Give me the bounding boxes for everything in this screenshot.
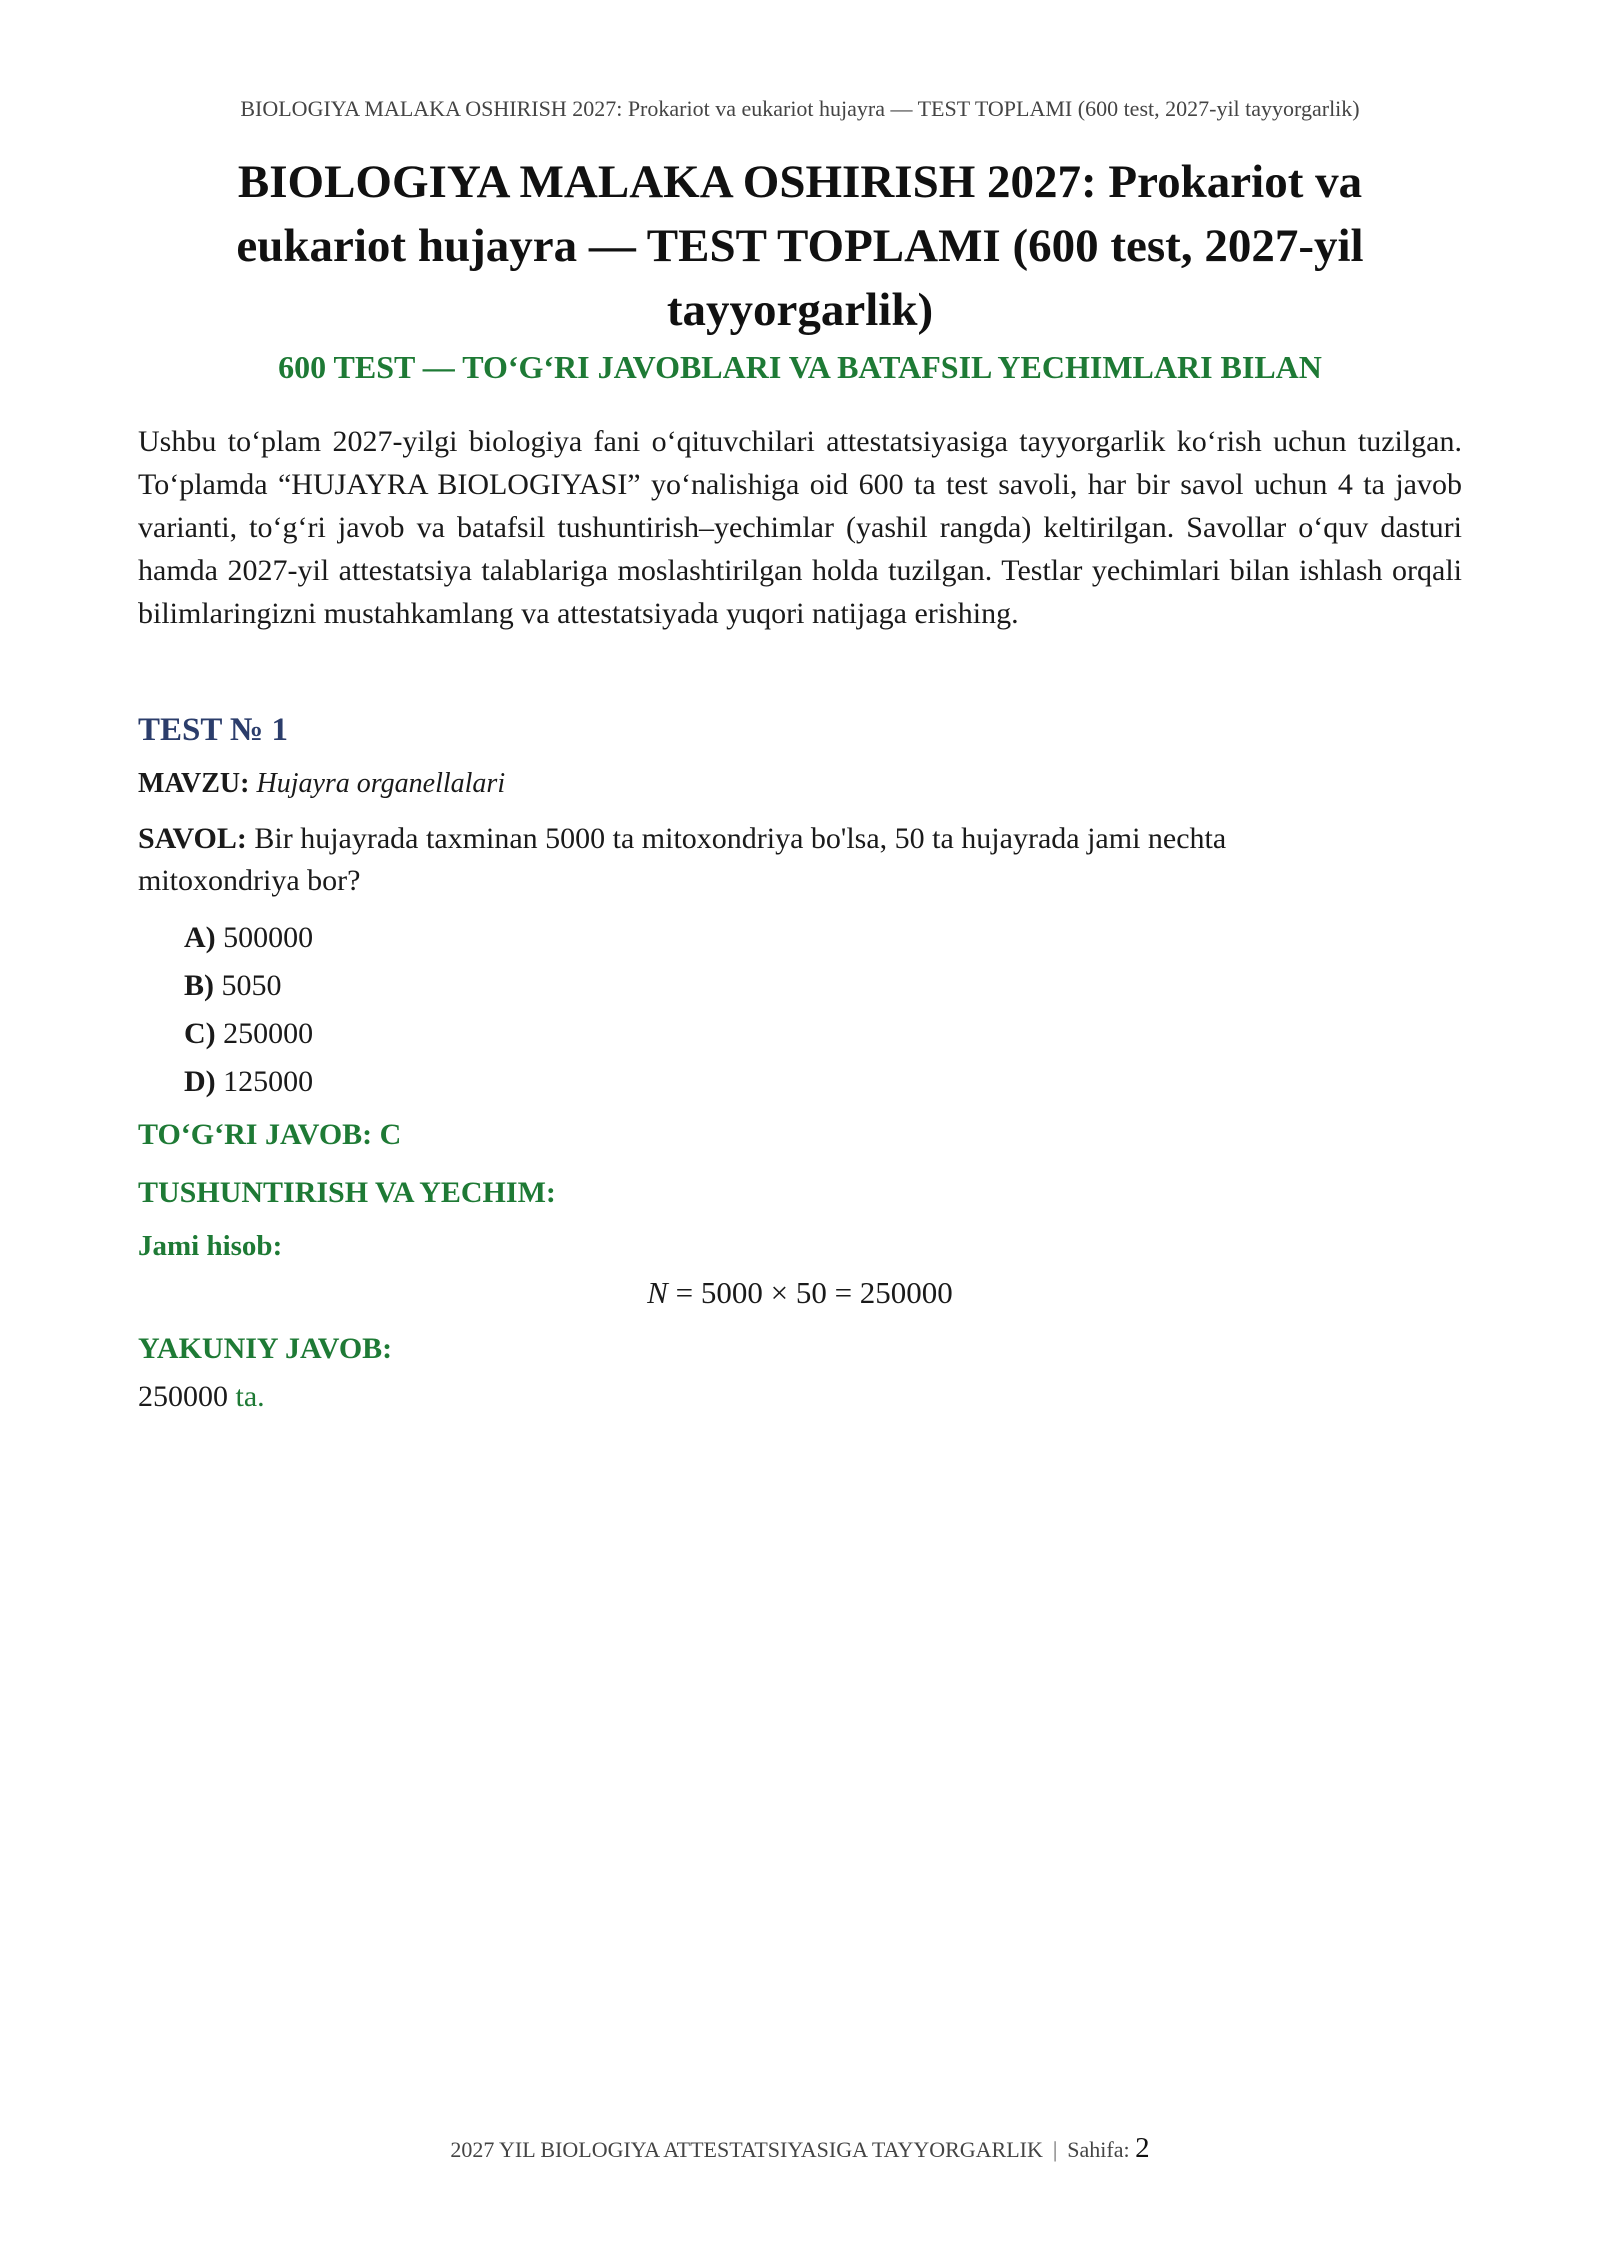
- correct-answer: TO‘G‘RI JAVOB: C: [138, 1118, 402, 1151]
- final-answer-value: 250000: [138, 1380, 228, 1413]
- page-footer: [0, 2132, 1600, 2165]
- question-text: Bir hujayrada taxminan 5000 ta mitoxondriya bo'lsa, 50 ta hujayrada jami nechta mitoxondriya bor?: [138, 822, 1227, 897]
- option-letter: C): [184, 1017, 216, 1050]
- final-answer-unit: ta.: [235, 1380, 265, 1413]
- formula-expression: = 5000 × 50 = 250000: [667, 1275, 953, 1310]
- page-number: 2: [1135, 2132, 1150, 2164]
- question: [138, 818, 1338, 902]
- option-letter: B): [184, 969, 214, 1002]
- option-letter: D): [184, 1065, 216, 1098]
- formula-variable: N: [647, 1275, 668, 1310]
- document-title: BIOLOGIYA MALAKA OSHIRISH 2027: Prokariot va eukariot hujayra — TEST TOPLAMI (600 test, 2027-yil tayyorgarlik): [236, 156, 1364, 336]
- running-header: BIOLOGIYA MALAKA OSHIRISH 2027: Prokariot va eukariot hujayra — TEST TOPLAMI (600 test, 2027-yil tayyorgarlik): [240, 96, 1360, 121]
- page-label: Sahifa:: [1067, 2137, 1130, 2162]
- explanation-heading: TUSHUNTIRISH VA YECHIM:: [138, 1176, 556, 1209]
- option-text: 500000: [223, 921, 314, 954]
- calculation-heading: Jami hisob:: [138, 1230, 283, 1262]
- topic-line: [138, 768, 505, 800]
- document-subtitle: 600 TEST — TO‘G‘RI JAVOBLARI VA BATAFSIL YECHIMLARI BILAN: [278, 349, 1322, 385]
- option-b: [184, 965, 313, 1013]
- answer-options: [184, 917, 313, 1109]
- option-text: 5050: [221, 969, 282, 1002]
- option-a: [184, 917, 313, 965]
- topic-label: MAVZU:: [138, 768, 250, 799]
- test-heading: TEST № 1: [138, 712, 288, 748]
- option-c: [184, 1013, 313, 1061]
- option-d: [184, 1061, 313, 1109]
- intro-paragraph: Ushbu to‘plam 2027-yilgi biologiya fani o‘qituvchilari attestatsiyasiga tayyorgarlik ko‘rish uchun tuzilgan. To‘plamda “HUJAYRA BIOLOGIYASI” yo‘nalishiga oid 600 ta test savoli, har bir savol uchun 4 ta javob varianti, to‘g‘ri javob va batafsil tushuntirish–yechimlar (yashil rangda) keltirilgan. Savollar o‘quv dasturi hamda 2027-yil attestatsiya talablariga moslashtirilgan holda tuzilgan. Testlar yechimlari bilan ishlash orqali bilimlaringizni mustahkamlang va attestatsiyada yuqori natijaga erishing.: [138, 425, 1462, 630]
- option-letter: A): [184, 921, 216, 954]
- final-answer: [138, 1380, 265, 1414]
- final-answer-heading: YAKUNIY JAVOB:: [138, 1332, 393, 1365]
- topic-value: Hujayra organellalari: [256, 768, 506, 799]
- option-text: 250000: [223, 1017, 314, 1050]
- option-text: 125000: [223, 1065, 314, 1098]
- formula: [0, 1275, 1600, 1311]
- footer-separator: |: [1052, 2137, 1058, 2162]
- footer-text: 2027 YIL BIOLOGIYA ATTESTATSIYASIGA TAYYORGARLIK: [450, 2137, 1043, 2162]
- question-label: SAVOL:: [138, 822, 247, 855]
